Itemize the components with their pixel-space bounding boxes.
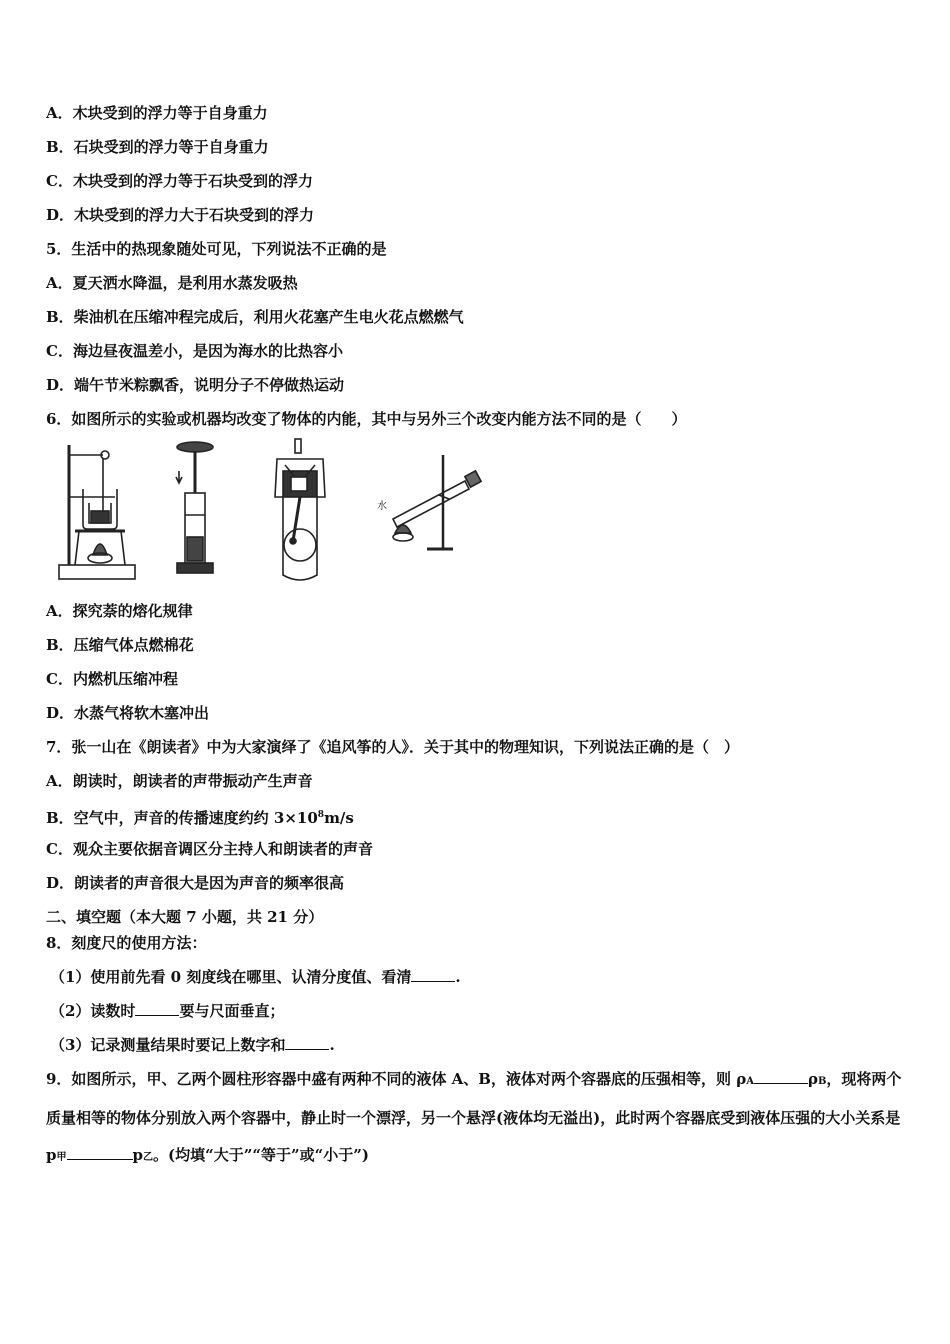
section-title: 二、填空题（本大题 7 小题，共 21 分） — [46, 908, 324, 926]
answer-blank[interactable] — [754, 1069, 808, 1084]
q8-part-3 — [50, 1035, 335, 1055]
answer-blank[interactable] — [135, 1001, 179, 1016]
q6-option-a: A．探究萘的熔化规律 — [46, 602, 193, 620]
q7-stem: 7．张一山在《朗读者》中为大家演绎了《追风筝的人》．关于其中的物理知识，下列说法正确的是（ ） — [46, 738, 739, 756]
answer-blank[interactable] — [411, 967, 455, 982]
q8-part-2 — [50, 1001, 284, 1021]
figure-air-compression — [163, 437, 223, 585]
q7-option-c: C．观众主要依据音调区分主持人和朗读者的声音 — [46, 840, 373, 858]
q8-p1-end: . — [455, 968, 461, 986]
q8-p2-end: 要与尺面垂直； — [179, 1002, 285, 1020]
q9-text-1: 9．如图所示，甲、乙两个圆柱形容器中盛有两种不同的液体 A、B，液体对两个容器底的压强相等，则 ρ — [46, 1070, 747, 1088]
q8-p2-text: （2）读数时 — [50, 1002, 136, 1020]
q4-option-a: A．木块受到的浮力等于自身重力 — [46, 104, 268, 122]
figure-engine-compression — [265, 437, 335, 585]
q6-option-c: C．内燃机压缩冲程 — [46, 670, 178, 688]
q6-stem: 6．如图所示的实验或机器均改变了物体的内能，其中与另外三个改变内能方法不同的是（ ） — [46, 410, 687, 428]
q8-stem: 8．刻度尺的使用方法： — [46, 934, 207, 952]
q9-sub-yi: 乙 — [143, 1152, 153, 1163]
figure-melting-experiment — [55, 437, 140, 585]
svg-text:水: 水 — [377, 501, 387, 512]
q7-b-exponent: 8 — [317, 810, 325, 820]
q7-option-a: A．朗读时，朗读者的声带振动产生声音 — [46, 772, 313, 790]
q8-part-1 — [50, 967, 461, 987]
q5-stem: 5．生活中的热现象随处可见，下列说法不正确的是 — [46, 240, 387, 258]
q5-option-c: C．海边昼夜温差小，是因为海水的比热容小 — [46, 342, 343, 360]
q7-option-d: D．朗读者的声音很大是因为声音的频率很高 — [46, 874, 345, 892]
q9-text-5: 。(均填“大于”“等于”或“小于”) — [153, 1146, 369, 1164]
answer-blank[interactable] — [285, 1035, 329, 1050]
q6-option-b: B．压缩气体点燃棉花 — [46, 636, 194, 654]
q5-option-b: B．柴油机在压缩冲程完成后，利用火花塞产生电火花点燃燃气 — [46, 308, 464, 326]
q9-text-2: ρ — [807, 1070, 818, 1088]
q9-sub-a: A — [746, 1076, 754, 1087]
q6-option-d: D．水蒸气将软木塞冲出 — [46, 704, 210, 722]
q5-option-d: D．端午节米粽飘香，说明分子不停做热运动 — [46, 376, 345, 394]
q7-option-b — [46, 805, 354, 828]
q8-p3-text: （3）记录测量结果时要记上数字和 — [50, 1036, 286, 1054]
q4-option-d: D．木块受到的浮力大于石块受到的浮力 — [46, 206, 315, 224]
q9-sub-jia: 甲 — [56, 1152, 67, 1163]
q9-text-4: p — [132, 1146, 143, 1164]
figure-steam-cork — [373, 437, 493, 557]
q8-p3-end: . — [329, 1036, 335, 1054]
q6-figures — [55, 437, 495, 587]
q7-b-text: B．空气中，声音的传播速度约约 3×10 — [46, 809, 318, 827]
q9-paragraph — [46, 1061, 906, 1176]
q9-text-3: ，现将两个质量相等的物体分别放入两个容器中，静止时一个漂浮，另一个悬浮(液体均无溢出)，此时两个容器底受到液体压强的大小关系是 p — [46, 1070, 902, 1164]
q7-b-unit: m/s — [324, 809, 354, 827]
q4-option-b: B．石块受到的浮力等于自身重力 — [46, 138, 269, 156]
q9-sub-b: B — [817, 1076, 827, 1087]
q4-option-c: C．木块受到的浮力等于石块受到的浮力 — [46, 172, 313, 190]
q8-p1-text: （1）使用前先看 0 刻度线在哪里、认清分度值、看清 — [50, 968, 412, 986]
q5-option-a: A．夏天洒水降温，是利用水蒸发吸热 — [46, 274, 298, 292]
answer-blank[interactable] — [67, 1145, 133, 1160]
